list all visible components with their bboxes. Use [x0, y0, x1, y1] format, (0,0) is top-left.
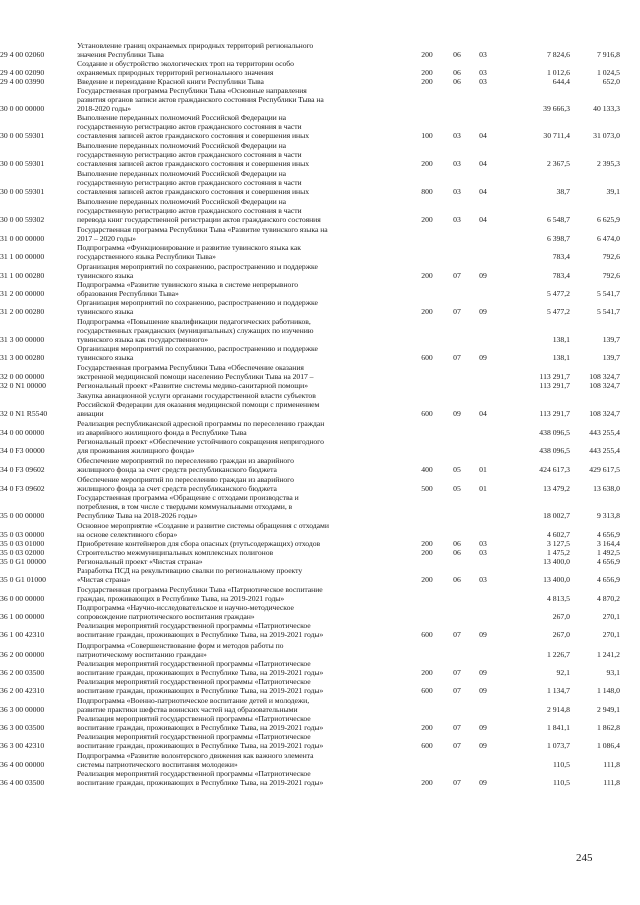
section-code: 07: [453, 353, 461, 363]
row-name: Региональный проект «Развитие системы медико-санитарной помощи»: [77, 381, 308, 390]
subsection-code: 09: [479, 741, 487, 751]
row-name: Государственная программа Республики Тыва «Обеспечение оказания экстренной медицинской помощи населению Республики Тыва на 2017 –: [77, 363, 314, 382]
row-name: Приобретение контейнеров для сбора опасных (ртутьсодержащих) отходов: [77, 539, 321, 548]
target-article-code: 35 0 03 00000: [0, 530, 45, 540]
table-row: [0, 677, 640, 695]
section-code: 07: [453, 630, 461, 640]
table-row: [0, 585, 640, 603]
amount-year-2: 1 862,8: [596, 723, 620, 733]
target-article-code: 29 4 00 02060: [0, 50, 45, 60]
amount-year-2: 1 024,5: [596, 68, 620, 78]
table-row: [0, 493, 640, 520]
subsection-code: 04: [479, 215, 487, 225]
row-name: Основное мероприятие «Создание и развитие системы обращения с отходами на основе селективного сбора»: [77, 521, 329, 540]
amount-year-1: 438 096,5: [539, 446, 570, 456]
section-code: 07: [453, 686, 461, 696]
section-code: 09: [453, 409, 461, 419]
section-code: 06: [453, 77, 461, 86]
amount-year-2: 652,0: [602, 77, 620, 86]
expense-type-code: 200: [421, 778, 433, 788]
amount-year-2: 139,7: [602, 335, 620, 345]
subsection-code: 03: [479, 548, 487, 557]
row-name: Подпрограмма «Функционирование и развитие тувинского языка как государственного языка Республики Тыва»: [77, 243, 301, 262]
table-row: [0, 262, 640, 280]
expense-type-code: 200: [421, 668, 433, 678]
amount-year-2: 4 656,9: [596, 575, 620, 585]
expense-type-code: 600: [421, 630, 433, 640]
amount-year-1: 92,1: [556, 668, 570, 678]
amount-year-1: 7 824,6: [546, 50, 570, 60]
amount-year-2: 39,1: [606, 187, 620, 197]
table-row: [0, 363, 640, 381]
target-article-code: 35 0 03 01000: [0, 539, 45, 548]
row-name: Организация мероприятий по сохранению, распространению и поддержке тувинского языка: [77, 262, 318, 281]
table-row: [0, 344, 640, 362]
table-row: [0, 437, 640, 455]
amount-year-1: 267,0: [552, 630, 570, 640]
amount-year-1: 1 841,1: [546, 723, 570, 733]
table-row: [0, 77, 640, 86]
table-row: [0, 548, 640, 557]
table-row: [0, 769, 640, 787]
table-row: [0, 475, 640, 493]
row-name: Выполнение переданных полномочий Российской Федерации на государственную регистрацию актов гражданского состояния в части составления записей актов гражданского состояния и совершения иных: [77, 169, 310, 197]
target-article-code: 36 2 00 00000: [0, 650, 45, 660]
row-name: Выполнение переданных полномочий Российской Федерации на государственную регистрацию актов гражданского состояния в части составления записей актов гражданского состояния и совершения иных: [77, 141, 310, 169]
row-name: Разработка ПСД на рекультивацию свалки по региональному проекту «Чистая страна»: [77, 566, 303, 585]
section-code: 07: [453, 741, 461, 751]
subsection-code: 09: [479, 723, 487, 733]
target-article-code: 36 3 00 00000: [0, 705, 45, 715]
target-article-code: 30 0 00 00000: [0, 104, 45, 114]
table-row: [0, 317, 640, 344]
table-row: [0, 714, 640, 732]
target-article-code: 30 0 00 59301: [0, 159, 45, 169]
amount-year-2: 270,1: [602, 630, 620, 640]
subsection-code: 09: [479, 686, 487, 696]
subsection-code: 04: [479, 187, 487, 197]
target-article-code: 34 0 00 00000: [0, 428, 45, 438]
table-row: [0, 197, 640, 224]
section-code: 07: [453, 271, 461, 281]
table-row: [0, 298, 640, 316]
section-code: 03: [453, 215, 461, 225]
target-article-code: 31 3 00 00280: [0, 353, 45, 363]
row-name: Строительство межмуниципальных комплексных полигонов: [77, 548, 274, 557]
target-article-code: 34 0 F3 00000: [0, 446, 45, 456]
target-article-code: 31 1 00 00000: [0, 252, 45, 262]
section-code: 06: [453, 548, 461, 557]
amount-year-1: 13 400,0: [543, 575, 570, 585]
amount-year-1: 2 367,5: [546, 159, 570, 169]
section-code: 05: [453, 465, 461, 475]
table-row: [0, 41, 640, 59]
section-code: 06: [453, 50, 461, 60]
row-name: Обеспечение мероприятий по переселению граждан из аварийного жилищного фонда за счет средств республиканского бюджета: [77, 456, 294, 475]
amount-year-2: 108 324,7: [589, 381, 620, 390]
row-name: Создание и обустройство экологических троп на территории особо охраняемых природных территорий регионального значения: [77, 59, 294, 78]
amount-year-2: 1 086,4: [596, 741, 620, 751]
expense-type-code: 200: [421, 539, 433, 548]
amount-year-2: 6 625,9: [596, 215, 620, 225]
table-row: [0, 603, 640, 621]
amount-year-2: 443 255,4: [589, 428, 620, 438]
amount-year-2: 4 656,9: [596, 530, 620, 540]
row-name: Подпрограмма «Совершенствование форм и методов работы по патриотическому воспитанию граждан»: [77, 641, 284, 660]
amount-year-2: 31 073,0: [593, 131, 620, 141]
section-code: 03: [453, 159, 461, 169]
row-name: Выполнение переданных полномочий Российской Федерации на государственную регистрацию актов гражданского состояния в части перевода книг государственной регистрации актов гражданского состояния: [77, 197, 321, 225]
row-name: Выполнение переданных полномочий Российской Федерации на государственную регистрацию актов гражданского состояния в части составления записей актов гражданского состояния и совершения иных: [77, 113, 310, 141]
expense-type-code: 200: [421, 77, 433, 86]
target-article-code: 30 0 00 59301: [0, 131, 45, 141]
row-name: Подпрограмма «Военно-патриотическое воспитание детей и молодежи, развитие практики шефства воинских частей над образовательными: [77, 696, 310, 715]
row-name: Государственная программа «Обращение с отходами производства и потребления, в том числе с твердыми коммунальными отходами, в Республике Тыва на 2018-2026 годы»: [77, 493, 299, 521]
target-article-code: 31 3 00 00000: [0, 335, 45, 345]
subsection-code: 01: [479, 484, 487, 494]
row-name: Закупка авиационной услуги органами государственной власти субъектов Российской Федерации для оказания медицинской помощи с применением авиации: [77, 391, 320, 419]
amount-year-2: 6 474,0: [596, 234, 620, 244]
row-name: Государственная программа Республики Тыва «Развитие тувинского языка на 2017 – 2020 годы»: [77, 225, 328, 244]
row-name: Организация мероприятий по сохранению, распространению и поддержке тувинского языка: [77, 344, 318, 363]
subsection-code: 09: [479, 353, 487, 363]
amount-year-1: 644,4: [552, 77, 570, 86]
amount-year-2: 1 492,5: [596, 548, 620, 557]
section-code: 07: [453, 307, 461, 317]
target-article-code: 30 0 00 59301: [0, 187, 45, 197]
section-code: 06: [453, 539, 461, 548]
section-code: 05: [453, 484, 461, 494]
amount-year-1: 3 127,5: [546, 539, 570, 548]
target-article-code: 30 0 00 59302: [0, 215, 45, 225]
target-article-code: 35 0 G1 01000: [0, 575, 46, 585]
amount-year-2: 443 255,4: [589, 446, 620, 456]
row-name: Реализация республиканской адресной программы по переселению граждан из аварийного жилищного фонда в Республике Тыва: [77, 419, 325, 438]
amount-year-1: 1 226,7: [546, 650, 570, 660]
expense-type-code: 600: [421, 741, 433, 751]
amount-year-1: 1 475,2: [546, 548, 570, 557]
section-code: 07: [453, 778, 461, 788]
amount-year-1: 2 914,8: [546, 705, 570, 715]
row-name: Реализация мероприятий государственной программы «Патриотическое воспитание граждан, проживающих в Республике Тыва, на 2019-2021 годы»: [77, 714, 324, 733]
amount-year-2: 270,1: [602, 612, 620, 622]
target-article-code: 36 4 00 03500: [0, 778, 45, 788]
subsection-code: 03: [479, 539, 487, 548]
section-code: 06: [453, 575, 461, 585]
section-code: 07: [453, 723, 461, 733]
amount-year-1: 6 548,7: [546, 215, 570, 225]
expense-type-code: 500: [421, 484, 433, 494]
amount-year-1: 6 398,7: [546, 234, 570, 244]
amount-year-1: 113 291,7: [539, 409, 570, 419]
table-row: [0, 141, 640, 168]
table-row: [0, 751, 640, 769]
amount-year-2: 3 164,4: [596, 539, 620, 548]
expense-type-code: 200: [421, 271, 433, 281]
table-row: [0, 59, 640, 77]
subsection-code: 09: [479, 778, 487, 788]
row-name: Реализация мероприятий государственной программы «Патриотическое воспитание граждан, проживающих в Республике Тыва, на 2019-2021 годы»: [77, 769, 324, 788]
table-row: [0, 732, 640, 750]
page-number: 245: [576, 852, 593, 864]
expense-type-code: 200: [421, 575, 433, 585]
target-article-code: 32 0 00 00000: [0, 372, 45, 382]
amount-year-2: 108 324,7: [589, 409, 620, 419]
subsection-code: 03: [479, 77, 487, 86]
amount-year-1: 267,0: [552, 612, 570, 622]
expense-type-code: 200: [421, 548, 433, 557]
table-row: [0, 566, 640, 584]
expense-type-code: 200: [421, 215, 433, 225]
amount-year-1: 4 602,7: [546, 530, 570, 540]
row-name: Подпрограмма «Повышение квалификации педагогических работников, государственных гражданских (муниципальных) служащих по изучению тувинского языка как государственного»: [77, 317, 314, 345]
subsection-code: 03: [479, 68, 487, 78]
amount-year-1: 30 711,4: [543, 131, 570, 141]
table-row: [0, 225, 640, 243]
amount-year-1: 110,5: [552, 778, 570, 788]
row-name: Подпрограмма «Научно-исследовательское и научно-методическое сопровождение патриотического воспитания граждан»: [77, 603, 294, 622]
subsection-code: 04: [479, 409, 487, 419]
row-name: Региональный проект «Обеспечение устойчивого сокращения непригодного для проживания жилищного фонда»: [77, 437, 324, 456]
table-row: [0, 169, 640, 196]
amount-year-1: 138,1: [552, 353, 570, 363]
table-row: [0, 557, 640, 566]
amount-year-1: 783,4: [552, 252, 570, 262]
amount-year-2: 1 241,2: [596, 650, 620, 660]
expense-type-code: 600: [421, 409, 433, 419]
amount-year-1: 38,7: [556, 187, 570, 197]
section-code: 03: [453, 131, 461, 141]
subsection-code: 09: [479, 630, 487, 640]
row-name: Государственная программа Республики Тыва «Основные направления развития органов записи актов гражданского состояния Республики Тыва на 2018-2020 годы»: [77, 86, 324, 114]
amount-year-2: 429 617,5: [589, 465, 620, 475]
amount-year-1: 110,5: [552, 760, 570, 770]
expense-type-code: 600: [421, 686, 433, 696]
table-row: [0, 521, 640, 539]
amount-year-2: 9 313,8: [596, 511, 620, 521]
table-row: [0, 419, 640, 437]
target-article-code: 36 3 00 03500: [0, 723, 45, 733]
subsection-code: 09: [479, 668, 487, 678]
row-name: Организация мероприятий по сохранению, распространению и поддержке тувинского языка: [77, 298, 318, 317]
target-article-code: 36 3 00 42310: [0, 741, 45, 751]
amount-year-2: 40 133,3: [593, 104, 620, 114]
amount-year-2: 792,6: [602, 252, 620, 262]
target-article-code: 36 4 00 00000: [0, 760, 45, 770]
expense-type-code: 800: [421, 187, 433, 197]
target-article-code: 35 0 03 02000: [0, 548, 45, 557]
amount-year-1: 13 479,2: [543, 484, 570, 494]
table-row: [0, 243, 640, 261]
section-code: 06: [453, 68, 461, 78]
amount-year-2: 2 949,1: [596, 705, 620, 715]
amount-year-1: 39 666,3: [543, 104, 570, 114]
amount-year-2: 5 541,7: [596, 307, 620, 317]
amount-year-2: 4 870,2: [596, 594, 620, 604]
target-article-code: 35 0 00 00000: [0, 511, 45, 521]
amount-year-1: 438 096,5: [539, 428, 570, 438]
amount-year-2: 13 638,0: [593, 484, 620, 494]
amount-year-1: 1 073,7: [546, 741, 570, 751]
amount-year-2: 93,1: [606, 668, 620, 678]
table-row: [0, 280, 640, 298]
row-name: Реализация мероприятий государственной программы «Патриотическое воспитание граждан, проживающих в Республике Тыва, на 2019-2021 годы»: [77, 732, 324, 751]
amount-year-1: 138,1: [552, 335, 570, 345]
row-name: Установление границ охранаемых природных территорий регионального значения Республики Тыва: [77, 41, 314, 60]
expense-type-code: 200: [421, 307, 433, 317]
expense-type-code: 200: [421, 723, 433, 733]
amount-year-2: 108 324,7: [589, 372, 620, 382]
row-name: Реализация мероприятий государственной программы «Патриотическое воспитание граждан, проживающих в Республике Тыва, на 2019-2021 годы»: [77, 659, 324, 678]
target-article-code: 35 0 G1 00000: [0, 557, 46, 566]
row-name: Региональный проект «Чистая страна»: [77, 557, 203, 566]
expense-type-code: 600: [421, 353, 433, 363]
expense-type-code: 100: [421, 131, 433, 141]
subsection-code: 09: [479, 307, 487, 317]
target-article-code: 32 0 N1 R5540: [0, 409, 48, 419]
target-article-code: 31 0 00 00000: [0, 234, 45, 244]
amount-year-1: 424 617,3: [539, 465, 570, 475]
table-row: [0, 391, 640, 418]
amount-year-1: 18 002,7: [543, 511, 570, 521]
section-code: 07: [453, 668, 461, 678]
target-article-code: 29 4 00 03990: [0, 77, 45, 86]
amount-year-1: 113 291,7: [539, 372, 570, 382]
subsection-code: 09: [479, 271, 487, 281]
target-article-code: 31 1 00 00280: [0, 271, 45, 281]
expense-type-code: 400: [421, 465, 433, 475]
amount-year-1: 113 291,7: [539, 381, 570, 390]
amount-year-2: 4 656,9: [596, 557, 620, 566]
target-article-code: 31 2 00 00000: [0, 289, 45, 299]
target-article-code: 36 2 00 42310: [0, 686, 45, 696]
table-row: [0, 621, 640, 639]
amount-year-1: 1 134,7: [546, 686, 570, 696]
amount-year-1: 5 477,2: [546, 289, 570, 299]
amount-year-1: 5 477,2: [546, 307, 570, 317]
subsection-code: 03: [479, 50, 487, 60]
amount-year-1: 783,4: [552, 271, 570, 281]
target-article-code: 29 4 00 02090: [0, 68, 45, 78]
table-row: [0, 86, 640, 113]
target-article-code: 34 0 F3 09602: [0, 484, 45, 494]
table-row: [0, 539, 640, 548]
amount-year-2: 5 541,7: [596, 289, 620, 299]
target-article-code: 36 2 00 03500: [0, 668, 45, 678]
expense-type-code: 200: [421, 159, 433, 169]
table-row: [0, 641, 640, 659]
expense-type-code: 200: [421, 50, 433, 60]
target-article-code: 34 0 F3 09602: [0, 465, 45, 475]
table-row: [0, 456, 640, 474]
table-row: [0, 659, 640, 677]
amount-year-2: 1 148,0: [596, 686, 620, 696]
row-name: Обеспечение мероприятий по переселению граждан из аварийного жилищного фонда за счет средств республиканского бюджета: [77, 475, 294, 494]
amount-year-2: 792,6: [602, 271, 620, 281]
target-article-code: 31 2 00 00280: [0, 307, 45, 317]
amount-year-2: 111,8: [603, 778, 620, 788]
subsection-code: 01: [479, 465, 487, 475]
row-name: Подпрограмма «Развитие тувинского языка в системе непрерывного образования Республики Тыва»: [77, 280, 299, 299]
row-name: Подпрограмма «Развитие волонтерского движения как важного элемента системы патриотического воспитания молодежи»: [77, 751, 314, 770]
amount-year-2: 2 395,3: [596, 159, 620, 169]
expense-type-code: 200: [421, 68, 433, 78]
section-code: 03: [453, 187, 461, 197]
table-row: [0, 696, 640, 714]
row-name: Введение и переиздание Красной книги Республики Тыва: [77, 77, 264, 86]
amount-year-1: 4 813,5: [546, 594, 570, 604]
amount-year-2: 7 916,8: [596, 50, 620, 60]
target-article-code: 36 0 00 00000: [0, 594, 45, 604]
row-name: Реализация мероприятий государственной программы «Патриотическое воспитание граждан, проживающих в Республике Тыва, на 2019-2021 годы»: [77, 677, 324, 696]
table-row: [0, 381, 640, 390]
row-name: Государственная программа Республики Тыва «Патриотическое воспитание граждан, проживающих в Республике Тыва, на 2019-2021 годы»: [77, 585, 323, 604]
subsection-code: 03: [479, 575, 487, 585]
amount-year-1: 13 400,0: [543, 557, 570, 566]
amount-year-1: 1 012,6: [546, 68, 570, 78]
row-name: Реализация мероприятий государственной программы «Патриотическое воспитание граждан, проживающих в Республике Тыва, на 2019-2021 годы»: [77, 621, 324, 640]
target-article-code: 36 1 00 00000: [0, 612, 45, 622]
amount-year-2: 139,7: [602, 353, 620, 363]
table-row: [0, 113, 640, 140]
subsection-code: 04: [479, 131, 487, 141]
target-article-code: 36 1 00 42310: [0, 630, 45, 640]
amount-year-2: 111,8: [603, 760, 620, 770]
target-article-code: 32 0 N1 00000: [0, 381, 46, 390]
subsection-code: 04: [479, 159, 487, 169]
